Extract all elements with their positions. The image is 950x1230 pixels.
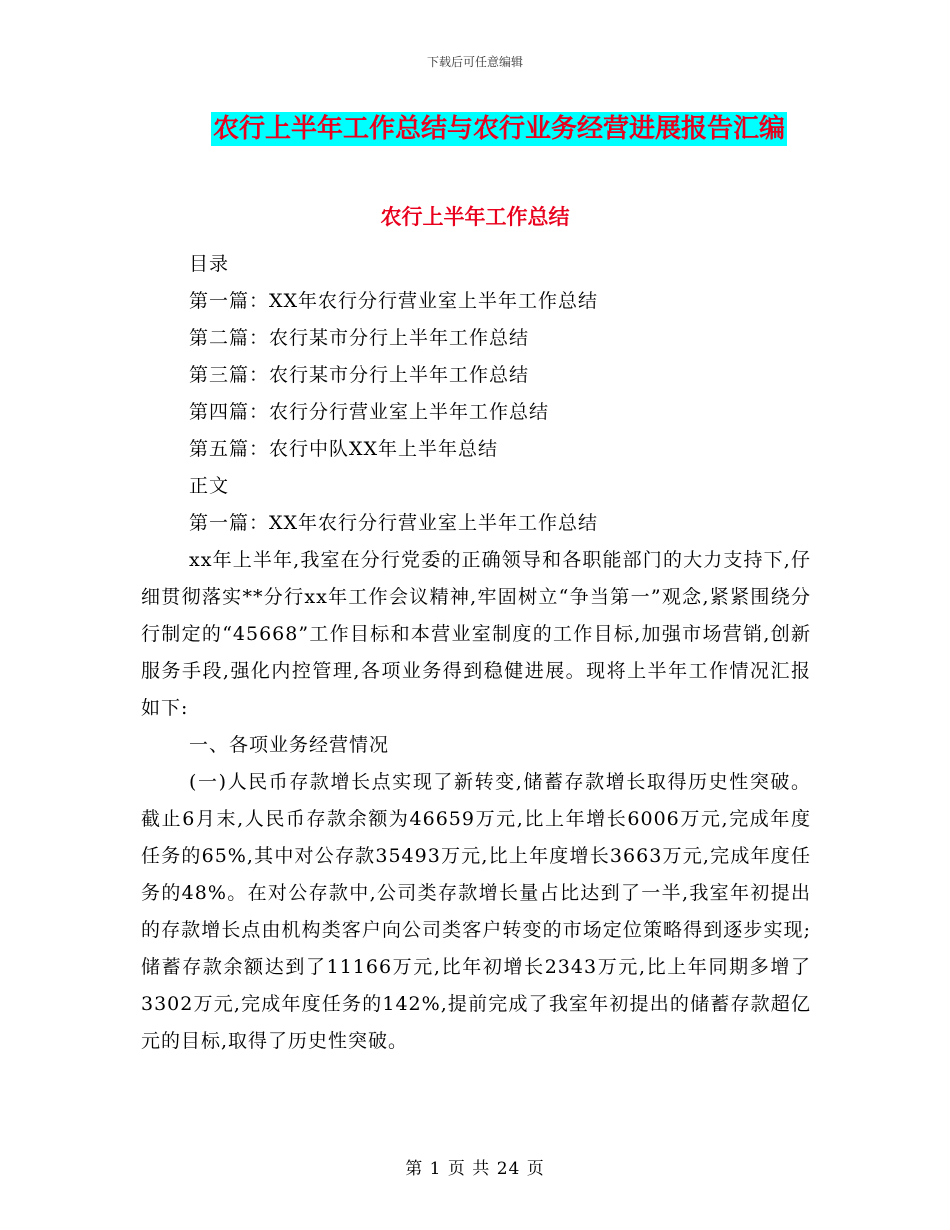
main-title-container (0, 112, 950, 146)
toc-item: 第二篇：农行某市分行上半年工作总结 (189, 327, 530, 349)
toc-item: 第三篇：农行某市分行上半年工作总结 (189, 364, 530, 386)
header-note: 下载后可任意编辑 (426, 55, 523, 69)
main-title: 农行上半年工作总结与农行业务经营进展报告汇编 (212, 114, 785, 144)
toc-item: 第五篇：农行中队XX年上半年总结 (189, 438, 499, 460)
page-footer: 第 1 页 共 24 页 (405, 1159, 545, 1179)
sub-title: 农行上半年工作总结 (380, 204, 570, 229)
body-heading: 正文 (189, 475, 230, 497)
chapter-title: 第一篇：XX年农行分行营业室上半年工作总结 (189, 512, 599, 534)
toc-heading: 目录 (189, 253, 230, 275)
paragraph: (一)人民币存款增长点实现了新转变,储蓄存款增长取得历史性突破。截止6月末,人民币存款余额为46659万元,比上年增长6006万元,完成年度任务的65%,其中对公存款35493万元,比上年度增长3663万元,完成年度任务的48%。在对公存款中,公司类存款增长量占比达到了一半,我室年初提出的存款增长点由机构类客户向公司类客户转变的市场定位策略得到逐步实现;储蓄存款余额达到了11166万元,比年初增长2343万元,比上年同期多增了3302万元,完成年度任务的142%,提前完成了我室年初提出的储蓄存款超亿元的目标,取得了历史性突破。 (141, 771, 811, 1052)
document-body (141, 246, 811, 1060)
section-heading: 一、各项业务经营情况 (189, 734, 390, 756)
toc-item: 第一篇：XX年农行分行营业室上半年工作总结 (189, 290, 599, 312)
paragraph: xx年上半年,我室在分行党委的正确领导和各职能部门的大力支持下,仔细贯彻落实**分行xx年工作会议精神,牢固树立“争当第一”观念,紧紧围绕分行制定的“45668”工作目标和本营业室制度的工作目标,加强市场营销,创新服务手段,强化内控管理,各项业务得到稳健进展。现将上半年工作情况汇报如下: (141, 549, 811, 719)
toc-item: 第四篇：农行分行营业室上半年工作总结 (189, 401, 550, 423)
